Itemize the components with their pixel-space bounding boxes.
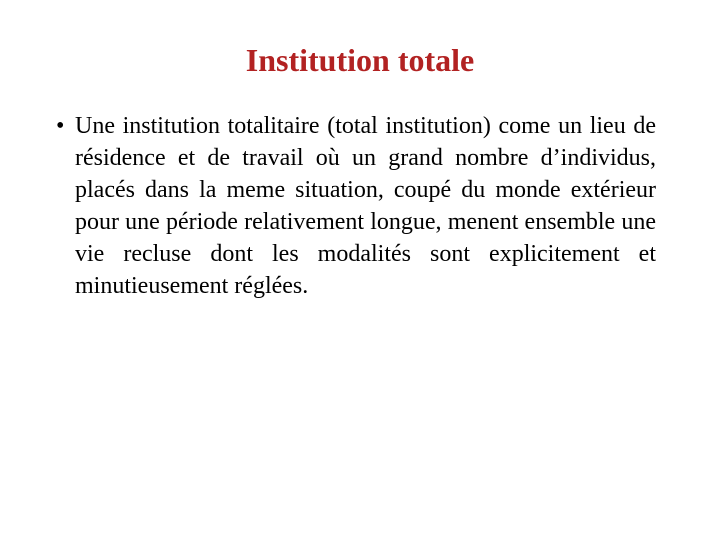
bullet-marker: • [56,113,65,139]
bullet-item [56,110,656,302]
slide-title: Institution totale [245,42,475,78]
bullet-text: Une institution totalitaire (total institution) come un lieu de résidence et de travail où un grand nombre d’individus, placés dans la meme situation, coupé du monde extérieur pour une période relativement longue, menent ensemble une vie recluse dont les modalités sont explicitement et minutieusement réglées. [75,113,656,299]
slide-content [56,110,656,302]
